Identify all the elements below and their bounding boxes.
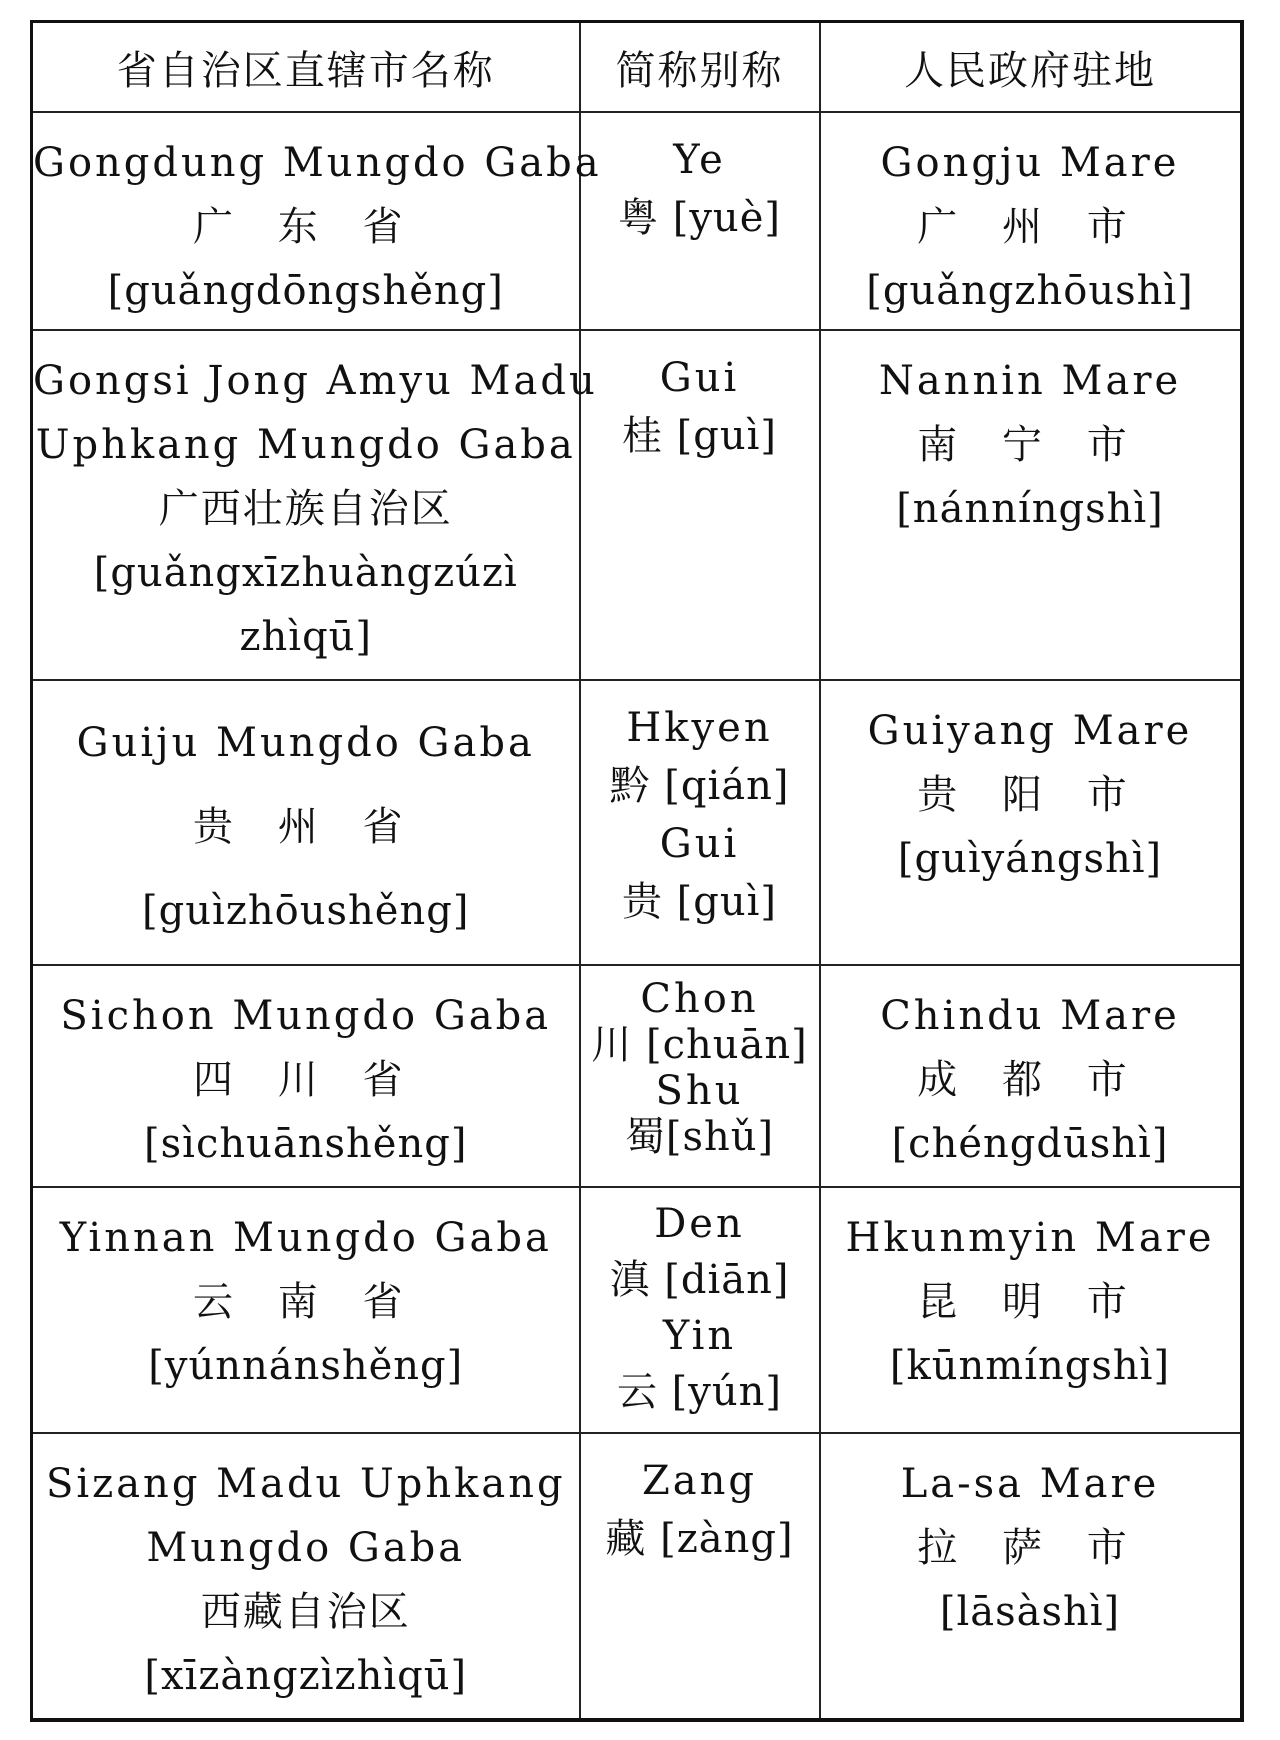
name-chinese: 云 南 省	[193, 1279, 419, 1325]
abbr-romanized: Gui	[659, 821, 740, 867]
capital-romanized: La-sa Mare	[900, 1461, 1160, 1507]
capital-romanized: Nannin Mare	[878, 358, 1182, 404]
capital-cell	[820, 965, 1242, 1187]
name-cell	[32, 1433, 580, 1720]
abbreviation-cell	[580, 112, 820, 330]
capital-cell	[820, 680, 1242, 965]
header-name: 省自治区直辖市名称	[32, 22, 580, 113]
abbr-chinese: 黔 [qián]	[609, 763, 790, 809]
name-pinyin: [sìchuānshěng]	[144, 1121, 468, 1167]
capital-romanized: Chindu Mare	[880, 993, 1180, 1039]
abbr-romanized: Shu	[655, 1068, 744, 1114]
abbr-romanized: Yin	[662, 1313, 737, 1359]
capital-romanized: Guiyang Mare	[867, 708, 1193, 754]
header-capital: 人民政府驻地	[820, 22, 1242, 113]
abbreviation-cell	[580, 1187, 820, 1433]
abbr-romanized: Ye	[673, 137, 726, 183]
capital-pinyin: [lāsàshì]	[939, 1589, 1121, 1635]
abbr-romanized: Zang	[641, 1458, 757, 1504]
name-pinyin: [guǎngdōngshěng]	[107, 268, 504, 314]
name-romanized: Gongdung Mungdo Gaba	[33, 140, 602, 186]
name-romanized: Sizang Madu Uphkang	[45, 1461, 566, 1507]
name-romanized: Uphkang Mungdo Gaba	[35, 422, 576, 468]
table-row	[32, 1187, 1242, 1433]
name-chinese: 广 东 省	[193, 204, 419, 250]
abbr-romanized: Chon	[640, 976, 759, 1022]
abbreviation-cell	[580, 330, 820, 680]
table-row	[32, 965, 1242, 1187]
table-row	[32, 680, 1242, 965]
abbr-chinese: 滇 [diān]	[609, 1257, 790, 1303]
abbr-chinese: 桂 [guì]	[621, 413, 778, 459]
capital-pinyin: [guìyángshì]	[897, 836, 1163, 882]
capital-romanized: Gongju Mare	[880, 140, 1180, 186]
name-romanized: Mungdo Gaba	[146, 1525, 466, 1571]
name-chinese: 西藏自治区	[200, 1589, 411, 1635]
capital-chinese: 昆 明 市	[917, 1279, 1143, 1325]
capital-pinyin: [kūnmíngshì]	[889, 1343, 1171, 1389]
abbr-chinese: 藏 [zàng]	[605, 1516, 794, 1562]
capital-cell	[820, 1433, 1242, 1720]
name-romanized: Gongsi Jong Amyu Madu	[33, 358, 598, 404]
capital-romanized: Hkunmyin Mare	[845, 1215, 1215, 1261]
capital-chinese: 广 州 市	[917, 204, 1143, 250]
name-chinese: 贵 州 省	[193, 804, 419, 850]
capital-cell	[820, 1187, 1242, 1433]
name-romanized: Guiju Mungdo Gaba	[76, 720, 535, 766]
name-cell	[32, 965, 580, 1187]
header-row	[32, 22, 1242, 113]
abbr-chinese: 川 [chuān]	[591, 1022, 808, 1068]
name-pinyin: [guǎngxīzhuàngzúzì	[93, 550, 518, 596]
table-row	[32, 112, 1242, 330]
name-pinyin: [xīzàngzìzhìqū]	[144, 1653, 468, 1699]
table-row	[32, 330, 1242, 680]
abbr-romanized: Gui	[659, 355, 740, 401]
capital-chinese: 拉 萨 市	[917, 1525, 1143, 1571]
abbr-romanized: Den	[654, 1201, 745, 1247]
province-table	[30, 20, 1244, 1722]
capital-pinyin: [nánníngshì]	[896, 486, 1164, 532]
abbr-chinese: 云 [yún]	[616, 1369, 783, 1415]
capital-chinese: 贵 阳 市	[917, 772, 1143, 818]
name-pinyin: zhìqū]	[239, 614, 373, 660]
capital-cell	[820, 112, 1242, 330]
abbr-chinese: 粤 [yuè]	[618, 195, 781, 241]
name-cell	[32, 112, 602, 330]
capital-pinyin: [guǎngzhōushì]	[866, 268, 1194, 314]
name-cell	[32, 330, 598, 680]
name-pinyin: [guìzhōushěng]	[142, 888, 470, 934]
abbreviation-cell	[580, 680, 820, 965]
name-chinese: 四 川 省	[193, 1057, 419, 1103]
name-chinese: 广西壮族自治区	[158, 486, 453, 532]
abbreviation-cell	[580, 965, 820, 1187]
abbreviation-cell	[580, 1433, 820, 1720]
name-cell	[32, 1187, 580, 1433]
capital-chinese: 南 宁 市	[917, 422, 1143, 468]
capital-chinese: 成 都 市	[917, 1057, 1143, 1103]
name-cell	[32, 680, 580, 965]
name-romanized: Sichon Mungdo Gaba	[60, 993, 552, 1039]
abbr-romanized: Hkyen	[626, 705, 773, 751]
capital-pinyin: [chéngdūshì]	[891, 1121, 1169, 1167]
capital-cell	[820, 330, 1242, 680]
name-romanized: Yinnan Mungdo Gaba	[59, 1215, 552, 1261]
abbr-chinese: 贵 [guì]	[621, 879, 778, 925]
name-pinyin: [yúnnánshěng]	[148, 1343, 464, 1389]
abbr-chinese: 蜀[shǔ]	[624, 1114, 775, 1160]
header-abbreviation: 简称别称	[580, 22, 820, 113]
table-row	[32, 1433, 1242, 1720]
